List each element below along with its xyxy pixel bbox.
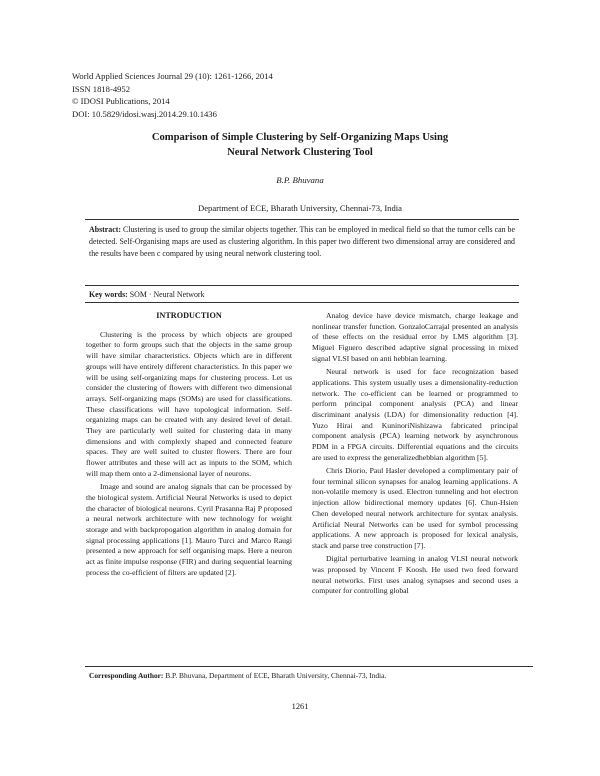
journal-header (72, 70, 273, 120)
keywords-rule (85, 302, 519, 303)
abstract-top-rule (85, 219, 519, 220)
paragraph: Chris Diorio, Paul Hasler developed a complimentary pair of four terminal silicon synapses for analog learning applications. A non-volatile memory is used. Electron tunneling and hot electron injection allow bidirectional memory updates [6]. Chun-Hsien Chen developed neural network architecture for syntax analysis. Artificial Neural Networks can be used for symbol processing applications. A new approach is proposed for lexical analysis, stack and parse tree construction [7]. (312, 466, 518, 550)
paragraph: Neural network is used for face recognization based applications. This system usually uses a dimensionality-reduction network. The co-efficient can be learned or programmed to perform principal component analysis (PCA) and linear discriminant analysis (LDA) for dimensionality reduction [4]. Yuzo Hirai and KuninoriNishizawa fabricated principal component analysis (PCA) learning network by asynchronous PDM in a FPGA circuits. Differential equations and the circuits are used to express the generalizedhebbian algorithm [5]. (312, 367, 518, 462)
abstract-text: Clustering is used to group the similar objects together. This can be employed in medical field so that the tumor cells can be detected. Self-Organising maps are used as clustering algorithm. In this paper two different two dimensional array are considered and the results have been c compared by using neural network clustering tool. (89, 225, 515, 258)
journal-doi: DOI: 10.5829/idosi.wasj.2014.29.10.1436 (72, 108, 217, 119)
corresponding-author (89, 671, 529, 680)
paragraph: Image and sound are analog signals that can be processed by the biological system. Artificial Neural Networks is used to depict the character of biological neurons. Cyril Prasanna Raj P proposed a neural network architecture with new technology for weight storage and with backpropogation algorithm in analog domain for signal processing applications [1]. Mauro Turci and Marco Raugi presented a new approach for self organising maps. Here a neuron act as finite impulse response (FIR) and during sequential learning process the co-efficient of filters are updated [2]. (86, 482, 292, 577)
keywords-label: Key words: (89, 290, 128, 299)
abstract-bottom-rule (85, 285, 519, 286)
footer-rule (85, 666, 533, 667)
paragraph: Clustering is the process by which objects are grouped together to form groups such that the objects in the same group will have similar characteristics. Objects which are in different groups will have entirely different characteristics. In this paper we will be using self-organizing maps for clustering process. Let us consider the clustering of flowers with different two dimensional arrays. Self-organizing maps (SOMs) are used for classifications. These classifications will have topological information. Self-organizing maps can be created with any desired level of detail. They are particularly well suited for clustering data in many dimensions and with complexly shaped and connected feature spaces. They are well suited to cluster flowers. There are four flower attributes and these will act as inputs to the SOM, which will map them onto a 2-dimensional layer of neurons. (86, 329, 292, 478)
author-affiliation: Department of ECE, Bharath University, Chennai-73, India (198, 203, 402, 213)
journal-issn: ISSN 1818-4952 (72, 83, 131, 94)
section-heading-introduction: INTRODUCTION (156, 311, 222, 320)
title-line-1: Comparison of Simple Clustering by Self-Organizing Maps Using (151, 132, 449, 143)
journal-citation: World Applied Sciences Journal 29 (10): 1261-1266, 2014 (72, 71, 273, 81)
title-line-2: Neural Network Clustering Tool (227, 147, 373, 158)
paragraph: Analog device have device mismatch, charge leakage and nonlinear transfer function. GonzaloCarrajal presented an analysis of these effects on the residual error by LMS algorithm [3]. Miguel Figuero described adaptive signal processing in mixed signal VLSI based on anti hebbian learning. (312, 311, 518, 363)
page-number: 1261 (291, 702, 309, 711)
paper-title (60, 130, 540, 160)
keywords-text: SOM · Neural Network (127, 290, 205, 299)
author-name: B.P. Bhuvana (276, 175, 324, 185)
paragraph: Digital perturbative learning in analog VLSI neural network was proposed by Vincent F Koosh. He used two feed forward neural networks. First uses analog synapses and second uses a computer for controlling global (312, 554, 518, 596)
right-column (312, 311, 518, 600)
keywords (89, 290, 515, 299)
corresponding-author-label: Corresponding Author: (89, 671, 164, 680)
corresponding-author-text: B.P. Bhuvana, Department of ECE, Bharath University, Chennai-73, India. (163, 671, 387, 680)
journal-copyright: © IDOSI Publications, 2014 (72, 96, 170, 107)
left-column (86, 311, 292, 581)
abstract (89, 224, 515, 259)
abstract-label: Abstract: (89, 225, 121, 234)
